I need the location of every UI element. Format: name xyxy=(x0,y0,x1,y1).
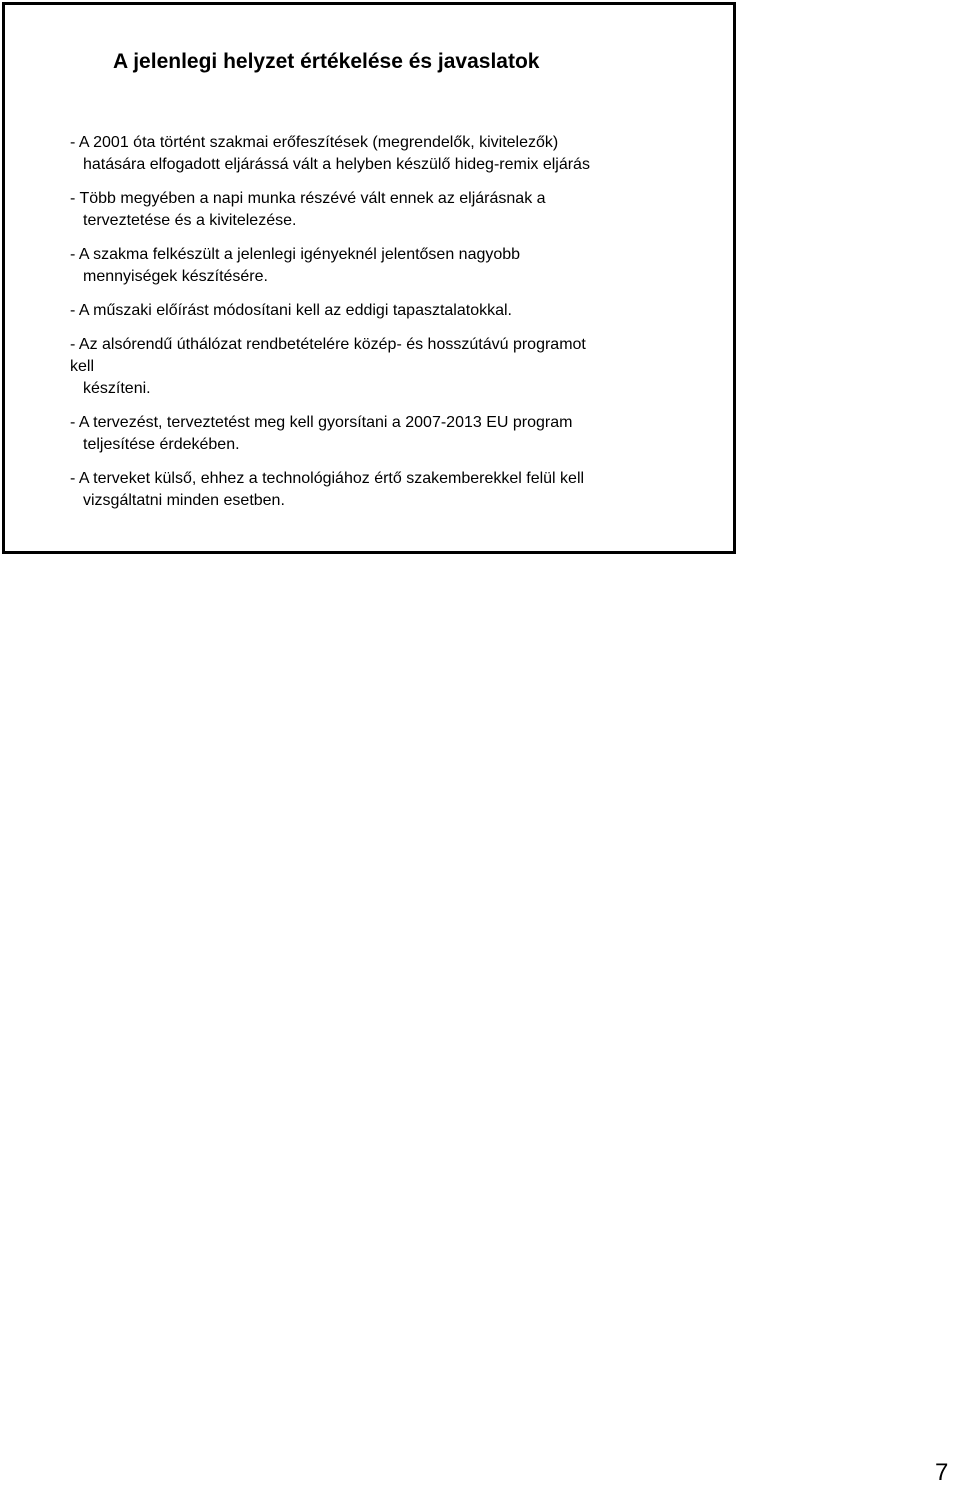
bullet-line: teljesítése érdekében. xyxy=(83,436,240,453)
bullet-list xyxy=(70,132,710,524)
bullet-item xyxy=(70,244,710,288)
bullet-item xyxy=(70,334,710,400)
bullet-line: - Az alsórendű úthálózat rendbetételére közép- és hosszútávú programot xyxy=(70,336,586,353)
bullet-item xyxy=(70,412,710,456)
slide-title: A jelenlegi helyzet értékelése és javaslatok xyxy=(113,50,540,73)
bullet-item xyxy=(70,132,710,176)
bullet-line: hatására elfogadott eljárássá vált a helyben készülő hideg-remix eljárás xyxy=(83,156,590,173)
slide-frame xyxy=(2,2,736,554)
bullet-line: - A 2001 óta történt szakmai erőfeszítések (megrendelők, kivitelezők) xyxy=(70,134,559,151)
bullet-line: - A műszaki előírást módosítani kell az eddigi tapasztalatokkal. xyxy=(70,302,512,319)
bullet-item xyxy=(70,188,710,232)
bullet-line: kell xyxy=(70,358,95,375)
bullet-line: mennyiségek készítésére. xyxy=(83,268,268,285)
bullet-line: vizsgáltatni minden esetben. xyxy=(83,492,285,509)
bullet-line: - Több megyében a napi munka részévé vált ennek az eljárásnak a xyxy=(70,190,546,207)
bullet-item xyxy=(70,468,710,512)
bullet-line: - A tervezést, terveztetést meg kell gyorsítani a 2007-2013 EU program xyxy=(70,414,573,431)
bullet-line: készíteni. xyxy=(83,380,151,397)
bullet-line: terveztetése és a kivitelezése. xyxy=(83,212,297,229)
bullet-item xyxy=(70,300,710,322)
bullet-line: - A szakma felkészült a jelenlegi igényeknél jelentősen nagyobb xyxy=(70,246,521,263)
page-number: 7 xyxy=(935,1459,949,1486)
bullet-line: - A terveket külső, ehhez a technológiához értő szakemberekkel felül kell xyxy=(70,470,585,487)
